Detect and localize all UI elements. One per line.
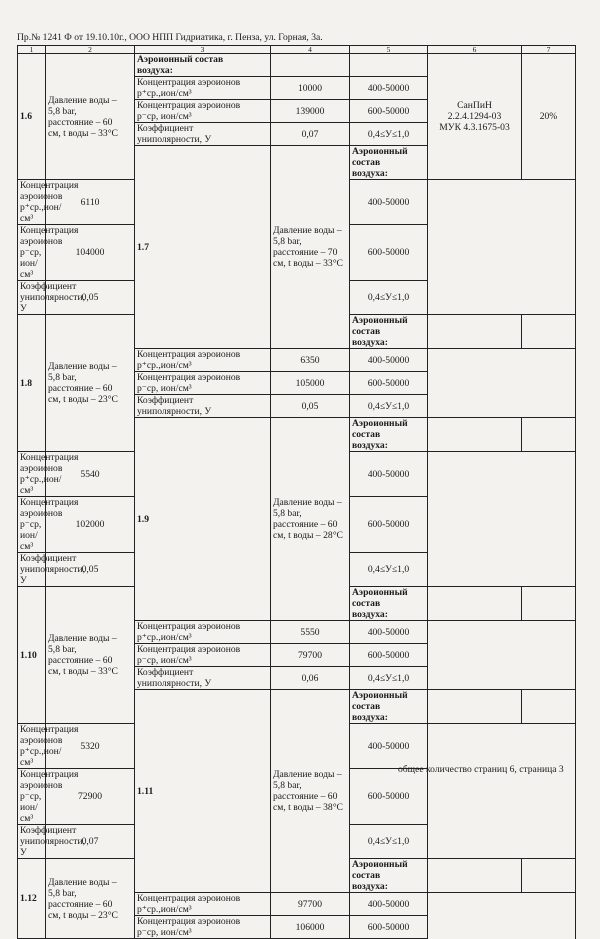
- text-line: р⁺ср.,ион/см³: [137, 632, 192, 643]
- text-line: Концентрация аэроионов: [20, 225, 79, 247]
- measured-value: 0,07: [271, 123, 350, 146]
- indicator-name: [135, 77, 271, 100]
- indicator-group-title: [350, 418, 428, 452]
- indicator-name: [18, 225, 79, 281]
- text-line: Коэффициент: [137, 395, 194, 406]
- text-line: униполярности, У: [20, 836, 86, 858]
- text-line: 5,8 bar,: [273, 236, 302, 247]
- text-line: р⁺ср.,ион/см³: [137, 360, 192, 371]
- text-line: Коэффициент: [137, 123, 194, 134]
- text-line: р⁺ср.,ион/см³: [137, 904, 192, 915]
- text-line: р⁻ср, ион/см³: [20, 247, 42, 280]
- norm-range: 600-50000: [350, 100, 428, 123]
- norm-range: 600-50000: [350, 372, 428, 395]
- norm-range: 0,4≤У≤1,0: [350, 553, 428, 587]
- sample-number: 1.6: [18, 54, 46, 180]
- page-header: Пр.№ 1241 Ф от 19.10.10г., ООО НПП Гидриатика, г. Пенза, ул. Горная, 3а.: [17, 32, 323, 43]
- text-line: р⁻ср, ион/см³: [137, 383, 192, 394]
- indicator-name: [135, 395, 271, 418]
- text-line: Концентрация аэроионов: [137, 621, 241, 632]
- norm-range: 400-50000: [350, 724, 428, 769]
- text-line: Аэроионный состав: [352, 146, 408, 168]
- indicator-group-title: [350, 146, 428, 180]
- text-line: расстояние – 70: [273, 247, 338, 258]
- norm-range: 600-50000: [350, 644, 428, 667]
- text-line: 5,8 bar,: [273, 508, 302, 519]
- text-line: Аэроионный состав: [352, 690, 408, 712]
- text-line: Аэроионный состав: [352, 587, 408, 609]
- column-number: 1: [18, 46, 46, 54]
- indicator-name: [18, 769, 79, 825]
- test-conditions: [271, 418, 350, 621]
- norm-range: 600-50000: [350, 497, 428, 553]
- text-line: Концентрация аэроионов: [137, 916, 241, 927]
- test-conditions: [46, 54, 135, 180]
- text-line: Концентрация аэроионов: [20, 497, 79, 519]
- empty-cell: [522, 859, 576, 893]
- text-line: см, t воды – 38°C: [273, 802, 343, 813]
- test-conditions: [46, 587, 135, 724]
- text-line: р⁻ср, ион/см³: [137, 927, 192, 938]
- text-line: Коэффициент: [20, 553, 77, 564]
- measured-value: 0,07: [46, 825, 135, 859]
- test-conditions: [46, 859, 135, 939]
- sample-row: [18, 54, 576, 77]
- indicator-name: [18, 825, 86, 859]
- column-number: 4: [271, 46, 350, 54]
- indicator-name: [135, 916, 271, 939]
- indicator-name: [18, 724, 79, 769]
- column-number: 7: [522, 46, 576, 54]
- sample-number: 1.9: [135, 418, 271, 621]
- text-line: Коэффициент: [20, 825, 77, 836]
- text-line: 5,8 bar,: [48, 887, 77, 899]
- text-line: униполярности, У: [20, 564, 86, 586]
- text-line: Давление воды –: [48, 876, 117, 888]
- text-line: Коэффициент: [20, 281, 77, 292]
- text-line: р⁻ср, ион/см³: [20, 519, 42, 552]
- text-line: 5,8 bar,: [48, 644, 77, 655]
- text-line: Давление воды –: [273, 497, 342, 508]
- text-line: см, t воды – 33°C: [273, 258, 343, 269]
- column-number: 2: [46, 46, 135, 54]
- text-line: Давление воды –: [48, 361, 117, 372]
- indicator-name: [18, 553, 86, 587]
- text-line: МУК 4.3.1675-03: [439, 122, 510, 133]
- empty-cell: [522, 315, 576, 349]
- text-line: воздуха:: [352, 168, 388, 179]
- text-line: Аэроионный состав: [352, 418, 408, 440]
- normative-document: [428, 54, 522, 180]
- text-line: униполярности, У: [20, 292, 86, 314]
- text-line: Давление воды –: [48, 633, 117, 644]
- text-line: Концентрация аэроионов: [137, 100, 241, 111]
- indicator-name: [135, 667, 271, 690]
- text-line: см, t воды – 23°C: [48, 394, 118, 405]
- sample-number: 1.8: [18, 315, 46, 452]
- text-line: СанПиН: [457, 100, 492, 111]
- indicator-name: [135, 621, 271, 644]
- text-line: р⁺ср.,ион/см³: [20, 746, 62, 768]
- measured-value: 104000: [46, 225, 135, 281]
- norm-range: 600-50000: [350, 916, 428, 939]
- text-line: р⁺ср.,ион/см³: [20, 202, 62, 224]
- text-line: униполярности, У: [137, 406, 212, 417]
- text-line: р⁻ср, ион/см³: [137, 655, 192, 666]
- text-line: Концентрация аэроионов: [20, 724, 79, 746]
- text-line: Давление воды –: [273, 225, 342, 236]
- text-line: 2.2.4.1294-03: [447, 111, 502, 122]
- test-conditions: [46, 315, 135, 452]
- measured-value: 72900: [46, 769, 135, 825]
- text-line: р⁻ср, ион/см³: [20, 791, 42, 824]
- empty-cell: [428, 859, 522, 893]
- measured-value: 106000: [271, 916, 350, 939]
- text-line: воздуха:: [352, 609, 388, 620]
- text-line: расстояние – 60: [48, 898, 113, 910]
- text-line: Аэроионный состав: [352, 859, 408, 881]
- text-line: 5,8 bar,: [273, 780, 302, 791]
- measured-value: 79700: [271, 644, 350, 667]
- text-line: р⁺ср.,ион/см³: [20, 474, 62, 496]
- text-line: см, t воды – 33°C: [48, 127, 118, 139]
- indicator-group-title: [350, 859, 428, 893]
- indicator-group-title: [350, 690, 428, 724]
- text-line: см, t воды – 23°C: [48, 909, 118, 921]
- measured-value: 0,05: [46, 281, 135, 315]
- empty-cell: [428, 315, 522, 349]
- results-table: [17, 45, 576, 939]
- text-line: 5,8 bar,: [48, 105, 77, 117]
- indicator-group-title: [350, 587, 428, 621]
- text-line: воздуха:: [352, 337, 388, 348]
- measured-value: 102000: [46, 497, 135, 553]
- norm-range: 400-50000: [350, 452, 428, 497]
- norm-range: 400-50000: [350, 621, 428, 644]
- empty-cell: [428, 587, 522, 621]
- measured-value: 5540: [46, 452, 135, 497]
- indicator-group-title: [135, 54, 271, 77]
- measured-value: 6110: [46, 180, 135, 225]
- text-line: Давление воды –: [48, 94, 117, 106]
- text-line: Коэффициент: [137, 667, 194, 678]
- text-line: воздуха:: [352, 712, 388, 723]
- text-line: р⁻ср, ион/см³: [137, 111, 192, 122]
- empty-cell: [271, 54, 350, 77]
- indicator-group-title: [350, 315, 428, 349]
- text-line: униполярности, У: [137, 678, 212, 689]
- page-footer: общее количество страниц 6, страница 3: [398, 764, 564, 775]
- text-line: Концентрация аэроионов: [137, 893, 241, 904]
- text-line: Концентрация аэроионов: [137, 644, 241, 655]
- indicator-name: [18, 281, 86, 315]
- norm-range: 0,4≤У≤1,0: [350, 395, 428, 418]
- empty-cell: [522, 690, 576, 724]
- norm-range: 0,4≤У≤1,0: [350, 281, 428, 315]
- sample-number: 1.7: [135, 146, 271, 349]
- empty-cell: [428, 690, 522, 724]
- indicator-name: [135, 123, 271, 146]
- measured-value: 139000: [271, 100, 350, 123]
- indicator-name: [18, 452, 79, 497]
- text-line: 5,8 bar,: [48, 372, 77, 383]
- measured-value: 5550: [271, 621, 350, 644]
- test-conditions: [271, 690, 350, 893]
- indicator-name: [135, 372, 271, 395]
- text-line: Концентрация аэроионов: [20, 769, 79, 791]
- indicator-name: [135, 100, 271, 123]
- test-conditions: [271, 146, 350, 349]
- text-line: Концентрация аэроионов: [20, 452, 79, 474]
- measurement-error: 20%: [522, 54, 576, 180]
- indicator-name: [18, 497, 79, 553]
- norm-range: 600-50000: [350, 769, 428, 825]
- column-number: 5: [350, 46, 428, 54]
- text-line: Концентрация аэроионов: [137, 77, 241, 88]
- text-line: Аэроионный состав: [137, 54, 224, 65]
- text-line: воздуха:: [352, 881, 388, 892]
- measured-value: 0,06: [271, 667, 350, 690]
- text-line: воздуха:: [352, 440, 388, 451]
- text-line: расстояние – 60: [48, 655, 113, 666]
- text-line: Концентрация аэроионов: [137, 372, 241, 383]
- norm-range: 600-50000: [350, 225, 428, 281]
- measured-value: 0,05: [271, 395, 350, 418]
- empty-cell: [350, 54, 428, 77]
- measured-value: 97700: [271, 893, 350, 916]
- table-body: [18, 54, 576, 939]
- norm-range: 400-50000: [350, 77, 428, 100]
- text-line: воздуха:: [137, 65, 173, 76]
- indicator-name: [135, 644, 271, 667]
- column-number: 3: [135, 46, 271, 54]
- measured-value: 5320: [46, 724, 135, 769]
- indicator-name: [135, 349, 271, 372]
- text-line: Концентрация аэроионов: [137, 349, 241, 360]
- measured-value: 105000: [271, 372, 350, 395]
- empty-cell: [428, 418, 522, 452]
- text-line: расстояние – 60: [48, 383, 113, 394]
- measured-value: 0,05: [46, 553, 135, 587]
- sample-number: 1.10: [18, 587, 46, 724]
- sample-number: 1.11: [135, 690, 271, 893]
- column-number-row: [18, 46, 576, 54]
- text-line: униполярности, У: [137, 134, 212, 145]
- sample-number: 1.12: [18, 859, 46, 939]
- indicator-name: [135, 893, 271, 916]
- norm-range: 400-50000: [350, 893, 428, 916]
- text-line: расстояние – 60: [273, 791, 338, 802]
- norm-range: 0,4≤У≤1,0: [350, 123, 428, 146]
- empty-cell: [522, 418, 576, 452]
- norm-range: 400-50000: [350, 180, 428, 225]
- empty-cell: [522, 587, 576, 621]
- text-line: расстояние – 60: [273, 519, 338, 530]
- text-line: см, t воды – 28°C: [273, 530, 343, 541]
- text-line: см, t воды – 33°C: [48, 666, 118, 677]
- text-line: Давление воды –: [273, 769, 342, 780]
- measured-value: 6350: [271, 349, 350, 372]
- norm-range: 0,4≤У≤1,0: [350, 825, 428, 859]
- text-line: Аэроионный состав: [352, 315, 408, 337]
- text-line: расстояние – 60: [48, 116, 113, 128]
- column-number: 6: [428, 46, 522, 54]
- text-line: р⁺ср.,ион/см³: [137, 88, 192, 99]
- norm-range: 0,4≤У≤1,0: [350, 667, 428, 690]
- measured-value: 10000: [271, 77, 350, 100]
- text-line: Концентрация аэроионов: [20, 180, 79, 202]
- norm-range: 400-50000: [350, 349, 428, 372]
- indicator-name: [18, 180, 79, 225]
